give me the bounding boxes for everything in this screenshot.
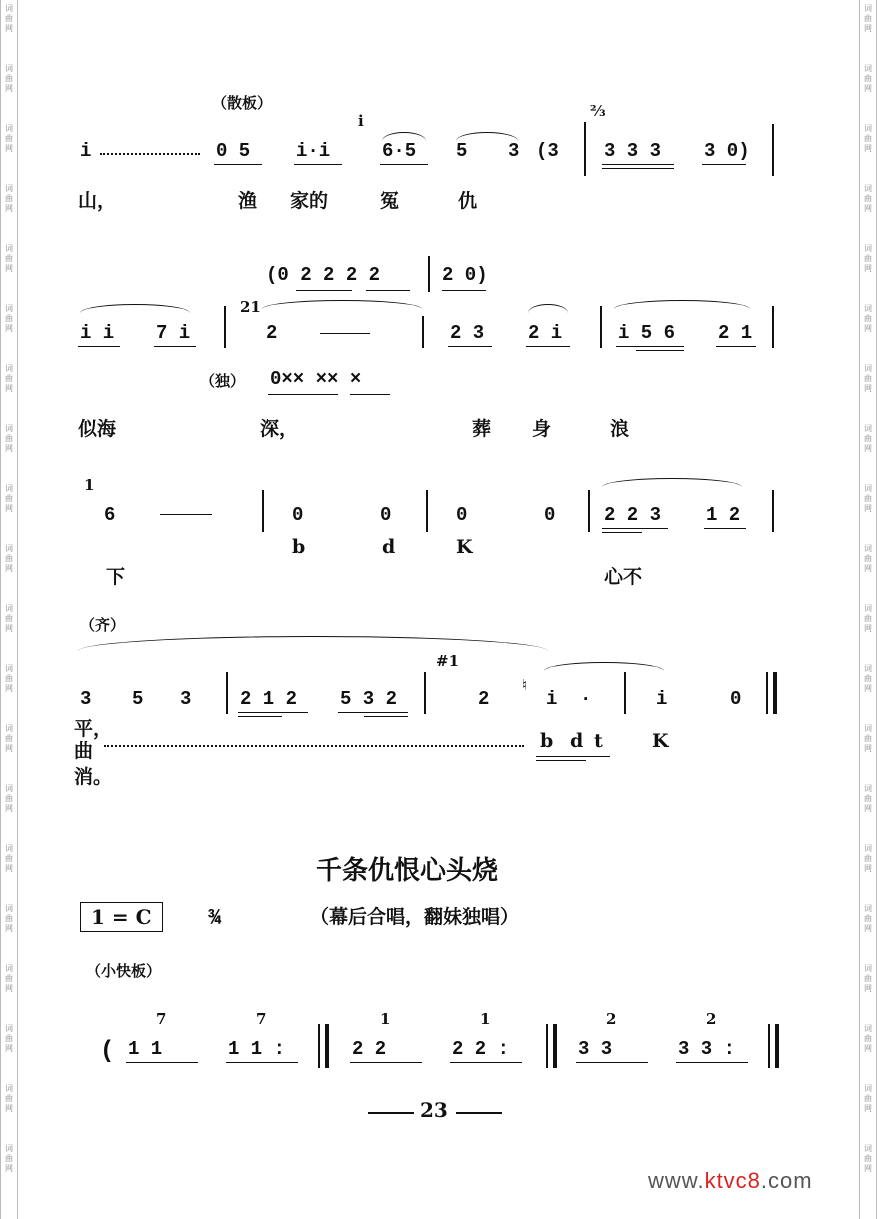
- grace-note: i: [358, 112, 364, 130]
- margin-stamp-char: 词: [5, 484, 13, 493]
- note: (3: [536, 140, 559, 162]
- note: 2 1: [718, 322, 753, 344]
- margin-stamp-char: 网: [864, 504, 872, 513]
- percussion-letter: b: [540, 730, 554, 752]
- margin-stamp-char: 曲: [864, 794, 872, 803]
- margin-stamp-char: 曲: [5, 914, 13, 923]
- margin-stamp-char: 网: [5, 564, 13, 573]
- repeat-barline: [768, 1024, 779, 1068]
- brace: (: [100, 1038, 115, 1065]
- barline: [426, 490, 428, 532]
- underline: [350, 394, 390, 395]
- tie: [262, 300, 422, 309]
- margin-stamp-char: 网: [5, 1104, 13, 1113]
- lyric: 消。: [74, 766, 113, 788]
- margin-stamp-char: 网: [5, 624, 13, 633]
- grace-note: 7: [256, 1010, 267, 1028]
- underline: [602, 528, 668, 529]
- note: 5: [456, 140, 468, 162]
- underline: [350, 1062, 422, 1063]
- margin-stamp-char: 网: [864, 384, 872, 393]
- underline: [448, 346, 492, 347]
- lyric: 仇: [458, 190, 478, 212]
- margin-stamp-char: 曲: [5, 794, 13, 803]
- margin-stamp-char: 词: [864, 784, 872, 793]
- margin-stamp-char: 网: [5, 384, 13, 393]
- margin-stamp-char: 词: [864, 904, 872, 913]
- margin-stamp-char: 曲: [864, 14, 872, 23]
- margin-stamp-char: 网: [5, 24, 13, 33]
- underline: [338, 712, 408, 713]
- note: 1 2: [706, 504, 741, 526]
- margin-stamp-char: 曲: [864, 734, 872, 743]
- margin-stamp-char: 曲: [5, 614, 13, 623]
- margin-stamp-char: 曲: [5, 194, 13, 203]
- tie: [544, 662, 664, 671]
- margin-stamp-char: 曲: [864, 1034, 872, 1043]
- lyric: 身: [532, 418, 552, 440]
- margin-stamp-char: 词: [5, 1144, 13, 1153]
- percussion-letter: b: [292, 536, 306, 558]
- solo-label: （独）: [200, 372, 246, 390]
- margin-stamp-char: 曲: [864, 614, 872, 623]
- song-title: 千条仇恨心头烧: [316, 856, 499, 886]
- underline: [450, 1062, 522, 1063]
- margin-stamp-char: 词: [864, 544, 872, 553]
- note: 3 3 3: [604, 140, 662, 162]
- margin-stamp-char: 词: [5, 1084, 13, 1093]
- repeat-barline: [546, 1024, 557, 1068]
- margin-stamp-char: 网: [5, 1044, 13, 1053]
- underline: [636, 350, 684, 351]
- underline: [676, 1062, 748, 1063]
- lyric: 似海: [78, 418, 117, 440]
- barline: [262, 490, 264, 532]
- margin-stamp-char: 网: [864, 204, 872, 213]
- margin-stamp-char: 网: [5, 204, 13, 213]
- margin-stamp-char: 词: [5, 1024, 13, 1033]
- margin-stamp-char: 网: [5, 744, 13, 753]
- margin-stamp-char: 网: [864, 1104, 872, 1113]
- grace-note: 2: [606, 1010, 617, 1028]
- margin-stamp-char: 词: [5, 244, 13, 253]
- barline: [224, 306, 226, 348]
- margin-stamp-char: 词: [864, 1084, 872, 1093]
- barline: [424, 672, 426, 714]
- grace-note: 2: [706, 1010, 717, 1028]
- grace-note: 7: [156, 1010, 167, 1028]
- margin-stamp-char: 网: [864, 984, 872, 993]
- underline: [716, 346, 756, 347]
- note: 3: [180, 688, 192, 710]
- percussion-letter: d: [570, 730, 584, 752]
- note: 5 3 2: [340, 688, 398, 710]
- margin-stamp-char: 网: [5, 444, 13, 453]
- margin-stamp-char: 词: [864, 604, 872, 613]
- note: i: [656, 688, 668, 710]
- left-margin-strip: [0, 0, 18, 1219]
- margin-stamp-char: 网: [864, 564, 872, 573]
- barline: [772, 306, 774, 348]
- note: 2 3: [450, 322, 485, 344]
- margin-stamp-char: 曲: [864, 314, 872, 323]
- margin-stamp-char: 曲: [5, 1034, 13, 1043]
- margin-stamp-char: 曲: [5, 554, 13, 563]
- dash: [320, 333, 370, 334]
- lyric: 下: [106, 566, 126, 588]
- note: 2: [478, 688, 490, 710]
- margin-stamp-char: 词: [864, 64, 872, 73]
- note: 2 2 :: [452, 1038, 510, 1060]
- dotted-hold: [100, 153, 200, 155]
- final-barline: [766, 672, 777, 714]
- margin-stamp-char: 词: [5, 364, 13, 373]
- margin-stamp-char: 词: [5, 904, 13, 913]
- natural-sign: ♮: [522, 676, 528, 694]
- margin-stamp-char: 网: [5, 984, 13, 993]
- barline: [772, 124, 774, 176]
- underline: [294, 164, 342, 165]
- lyric: 平，: [74, 718, 113, 740]
- note: 1 1: [128, 1038, 163, 1060]
- margin-stamp-char: 曲: [5, 1094, 13, 1103]
- margin-stamp-char: 词: [864, 364, 872, 373]
- barline: [428, 256, 430, 292]
- page-number-rule: [456, 1112, 502, 1114]
- margin-stamp-char: 词: [864, 724, 872, 733]
- note: 6: [104, 504, 116, 526]
- percussion-letter: K: [456, 536, 473, 558]
- key-signature: 1 = C: [80, 902, 163, 932]
- bracket-notes: 2 0): [442, 264, 488, 286]
- margin-stamp-char: 曲: [864, 674, 872, 683]
- barline: [584, 122, 586, 176]
- margin-stamp-char: 网: [5, 864, 13, 873]
- note: 0: [544, 504, 556, 526]
- margin-stamp-char: 曲: [5, 134, 13, 143]
- margin-stamp-char: 词: [5, 544, 13, 553]
- note: 0: [730, 688, 742, 710]
- note: 6·5: [382, 140, 417, 162]
- barline: [422, 316, 424, 348]
- underline: [366, 290, 410, 291]
- margin-stamp-char: 词: [864, 1144, 872, 1153]
- barline: [588, 490, 590, 532]
- lyric: 曲: [74, 740, 94, 762]
- percussion-letter: K: [652, 730, 669, 752]
- margin-stamp-char: 词: [5, 184, 13, 193]
- note: 1 1 :: [228, 1038, 286, 1060]
- page-number: 23: [420, 1098, 448, 1122]
- note: 3 3 :: [678, 1038, 736, 1060]
- underline: [364, 716, 408, 717]
- grace-note: #1: [436, 652, 460, 670]
- slur: [614, 300, 750, 309]
- note: 3: [508, 140, 520, 162]
- margin-stamp-char: 词: [864, 1024, 872, 1033]
- margin-stamp-char: 词: [5, 4, 13, 13]
- margin-stamp-char: 词: [5, 664, 13, 673]
- margin-stamp-char: 网: [864, 444, 872, 453]
- margin-stamp-char: 网: [5, 84, 13, 93]
- barline: [772, 490, 774, 532]
- margin-stamp-char: 词: [864, 964, 872, 973]
- lead-label: （齐）: [80, 616, 126, 634]
- margin-stamp-char: 网: [864, 624, 872, 633]
- underline: [602, 164, 674, 165]
- lyric: 心不: [604, 566, 643, 588]
- note: 2 2 3: [604, 504, 662, 526]
- lyric: 山，: [78, 190, 117, 212]
- margin-stamp-char: 曲: [864, 494, 872, 503]
- grace-note: 21: [240, 298, 261, 316]
- margin-stamp-char: 曲: [864, 854, 872, 863]
- underline: [576, 1062, 648, 1063]
- margin-stamp-char: 网: [864, 1164, 872, 1173]
- margin-stamp-char: 曲: [5, 74, 13, 83]
- margin-stamp-char: 网: [5, 1164, 13, 1173]
- margin-stamp-char: 曲: [5, 14, 13, 23]
- margin-stamp-char: 词: [864, 244, 872, 253]
- percussion-letter: d: [382, 536, 396, 558]
- margin-stamp-char: 网: [864, 744, 872, 753]
- note: i i: [80, 322, 115, 344]
- lyric: 葬: [472, 418, 492, 440]
- margin-stamp-char: 词: [5, 124, 13, 133]
- margin-stamp-char: 词: [5, 784, 13, 793]
- margin-stamp-char: 词: [864, 484, 872, 493]
- right-margin-strip: [859, 0, 877, 1219]
- margin-stamp-char: 网: [5, 804, 13, 813]
- slur: [80, 304, 190, 313]
- percussion-notes: 0×× ×× ×: [270, 368, 362, 390]
- margin-stamp-char: 曲: [5, 314, 13, 323]
- note: 0: [292, 504, 304, 526]
- note: 3 3: [578, 1038, 613, 1060]
- note: 2: [266, 322, 278, 344]
- margin-stamp-char: 网: [864, 264, 872, 273]
- lyric: 渔: [238, 190, 258, 212]
- margin-stamp-char: 词: [5, 424, 13, 433]
- underline: [536, 756, 610, 757]
- page-number-rule: [368, 1112, 414, 1114]
- note: 0: [380, 504, 392, 526]
- margin-stamp-char: 网: [864, 324, 872, 333]
- time-signature: ¾: [208, 906, 222, 931]
- barline: [226, 672, 228, 714]
- grace-note: 1: [380, 1010, 391, 1028]
- margin-stamp-char: 词: [864, 4, 872, 13]
- underline: [296, 290, 352, 291]
- margin-stamp-char: 曲: [5, 734, 13, 743]
- underline: [602, 532, 642, 533]
- margin-stamp-char: 词: [864, 304, 872, 313]
- lyric: 浪: [610, 418, 630, 440]
- underline: [526, 346, 570, 347]
- slur: [602, 478, 742, 487]
- margin-stamp-char: 网: [5, 924, 13, 933]
- margin-stamp-char: 曲: [864, 134, 872, 143]
- dash: [160, 514, 212, 515]
- margin-stamp-char: 曲: [5, 854, 13, 863]
- margin-stamp-char: 曲: [864, 74, 872, 83]
- underline: [226, 1062, 298, 1063]
- percussion-letter: t: [594, 730, 603, 752]
- margin-stamp-char: 曲: [5, 254, 13, 263]
- margin-stamp-char: 网: [5, 264, 13, 273]
- margin-stamp-char: 网: [5, 144, 13, 153]
- note-start: i: [80, 140, 92, 162]
- note: i: [546, 688, 558, 710]
- margin-stamp-char: 曲: [864, 974, 872, 983]
- performance-note: （幕后合唱，翻妹独唱）: [310, 906, 520, 928]
- underline: [702, 164, 746, 165]
- margin-stamp-char: 网: [5, 684, 13, 693]
- long-slur: [78, 636, 548, 651]
- note: 3: [80, 688, 92, 710]
- underline: [536, 760, 586, 761]
- note: 3 0): [704, 140, 750, 162]
- repeat-barline: [318, 1024, 329, 1068]
- time-signature: ⅔: [590, 102, 606, 120]
- note: 7 i: [156, 322, 191, 344]
- margin-stamp-char: 曲: [864, 194, 872, 203]
- underline: [214, 164, 262, 165]
- margin-stamp-char: 网: [864, 24, 872, 33]
- margin-stamp-char: 网: [864, 864, 872, 873]
- underline: [238, 712, 308, 713]
- note: 2 1 2: [240, 688, 298, 710]
- margin-stamp-char: 曲: [864, 914, 872, 923]
- grace-note: 1: [84, 476, 95, 494]
- margin-stamp-char: 词: [5, 844, 13, 853]
- margin-stamp-char: 曲: [5, 374, 13, 383]
- margin-stamp-char: 词: [864, 664, 872, 673]
- grace-note: 1: [480, 1010, 491, 1028]
- margin-stamp-char: 词: [864, 184, 872, 193]
- margin-stamp-char: 曲: [864, 1154, 872, 1163]
- barline: [624, 672, 626, 714]
- margin-stamp-char: 网: [864, 84, 872, 93]
- note: 2 i: [528, 322, 563, 344]
- slur: [382, 132, 426, 141]
- underline: [154, 346, 196, 347]
- margin-stamp-char: 网: [864, 684, 872, 693]
- margin-stamp-char: 词: [864, 124, 872, 133]
- margin-stamp-char: 网: [864, 1044, 872, 1053]
- margin-stamp-char: 词: [5, 304, 13, 313]
- margin-stamp-char: 词: [5, 604, 13, 613]
- underline: [602, 168, 674, 169]
- margin-stamp-char: 词: [864, 844, 872, 853]
- note: ·: [580, 688, 592, 710]
- watermark-url: www.ktvc8.com: [648, 1168, 813, 1193]
- note: 0 5: [216, 140, 251, 162]
- underline: [78, 346, 120, 347]
- margin-stamp-char: 曲: [5, 494, 13, 503]
- margin-stamp-char: 曲: [864, 254, 872, 263]
- note: 0: [456, 504, 468, 526]
- underline: [126, 1062, 198, 1063]
- note: i 5 6: [618, 322, 676, 344]
- margin-stamp-char: 网: [864, 924, 872, 933]
- margin-stamp-char: 网: [864, 804, 872, 813]
- bracket-notes: (0 2 2 2 2: [266, 264, 381, 286]
- underline: [442, 290, 486, 291]
- margin-stamp-char: 词: [5, 724, 13, 733]
- underline: [704, 528, 746, 529]
- margin-stamp-char: 曲: [5, 1154, 13, 1163]
- lyric: 冤: [380, 190, 400, 212]
- margin-stamp-char: 曲: [864, 374, 872, 383]
- note: 2 2: [352, 1038, 387, 1060]
- underline: [268, 394, 338, 395]
- lyric: 家的: [290, 190, 329, 212]
- margin-stamp-char: 网: [864, 144, 872, 153]
- underline: [380, 164, 428, 165]
- margin-stamp-char: 曲: [5, 674, 13, 683]
- margin-stamp-char: 词: [864, 424, 872, 433]
- note: i·i: [296, 140, 331, 162]
- underline: [238, 716, 282, 717]
- margin-stamp-char: 曲: [5, 434, 13, 443]
- lyric: 深，: [260, 418, 299, 440]
- margin-stamp-char: 词: [5, 964, 13, 973]
- margin-stamp-char: 曲: [864, 434, 872, 443]
- margin-stamp-char: 曲: [5, 974, 13, 983]
- margin-stamp-char: 词: [5, 64, 13, 73]
- barline: [600, 306, 602, 348]
- margin-stamp-char: 曲: [864, 1094, 872, 1103]
- underline: [616, 346, 684, 347]
- slur: [528, 304, 568, 313]
- margin-stamp-char: 曲: [864, 554, 872, 563]
- margin-stamp-char: 网: [5, 324, 13, 333]
- tempo-mark: （小快板）: [86, 962, 162, 980]
- tempo-mark: （散板）: [212, 94, 273, 112]
- dotted-hold: [104, 745, 524, 747]
- margin-stamp-char: 网: [5, 504, 13, 513]
- note: 5: [132, 688, 144, 710]
